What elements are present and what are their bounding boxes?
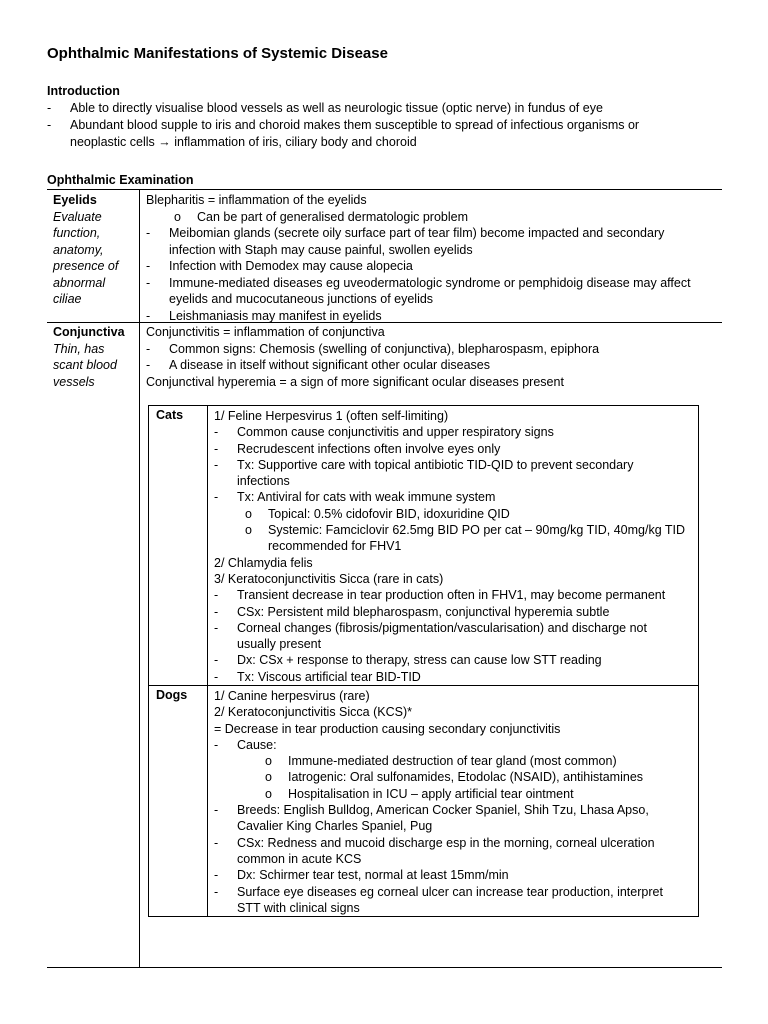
text-line: Systemic: Famciclovir 62.5mg BID PO per cat – 90mg/kg TID, 40mg/kg TID	[268, 523, 686, 538]
conjunctiva-label: Conjunctiva	[53, 325, 125, 339]
exam-table	[47, 189, 722, 968]
list-item	[214, 769, 694, 785]
dash-marker: -	[214, 604, 219, 619]
intro-text: Abundant blood supple to iris and choroid makes them susceptible to spread of infectious organisms or	[70, 118, 640, 132]
text-line: CSx: Redness and mucoid discharge esp in the morning, corneal ulceration	[237, 835, 655, 850]
list-item	[47, 117, 727, 134]
list-item	[146, 258, 716, 275]
text-line: Conjunctivitis = inflammation of conjunctiva	[146, 325, 385, 339]
eyelids-desc: presence of	[53, 259, 119, 273]
list-item	[214, 441, 694, 457]
dash-marker: -	[214, 669, 219, 684]
introduction-heading: Introduction	[47, 84, 120, 98]
dash-marker: -	[214, 835, 219, 850]
list-item	[214, 457, 694, 473]
list-item	[214, 867, 694, 883]
text-line: Immune-mediated destruction of tear gland (most common)	[288, 754, 617, 769]
dash-marker: -	[214, 620, 219, 635]
text-line: 2/ Chlamydia felis	[214, 555, 313, 570]
text-line: infection with Staph may cause painful, swollen eyelids	[169, 242, 473, 257]
cats-content	[214, 408, 694, 685]
text-line: Dx: Schirmer tear test, normal at least 15mm/min	[237, 868, 509, 883]
text-line: recommended for FHV1	[268, 539, 402, 554]
eyelids-desc: ciliae	[53, 292, 82, 306]
list-item	[214, 786, 694, 802]
dash-marker: -	[214, 441, 219, 456]
dash-marker: -	[214, 457, 219, 472]
exam-heading: Ophthalmic Examination	[47, 173, 194, 187]
text-line: Common cause conjunctivitis and upper respiratory signs	[237, 425, 554, 440]
conjunctiva-label-cell	[53, 324, 139, 390]
list-item	[214, 802, 694, 818]
text-line: Common signs: Chemosis (swelling of conjunctiva), blepharospasm, epiphora	[169, 341, 600, 356]
text-line: Meibomian glands (secrete oily surface part of tear film) become impacted and secondary	[169, 226, 665, 240]
column-divider	[207, 406, 208, 916]
list-item	[146, 341, 716, 358]
text-line: Immune-mediated diseases eg uveodermatologic syndrome or pemphidoig disease may affect	[169, 275, 691, 290]
bullet-marker: o	[265, 770, 272, 785]
text-line: Iatrogenic: Oral sulfonamides, Etodolac (NSAID), antihistamines	[288, 770, 644, 785]
list-item-continuation	[146, 242, 716, 259]
list-item	[146, 357, 716, 374]
list-item-continuation	[214, 636, 694, 652]
eyelids-desc: abnormal	[53, 275, 106, 290]
list-item	[214, 669, 694, 685]
intro-text: neoplastic cells → inflammation of iris, ciliary body and choroid	[70, 135, 417, 149]
bullet-marker: o	[265, 754, 272, 769]
dash-marker: -	[214, 803, 219, 818]
column-divider	[139, 190, 140, 967]
cats-label: Cats	[156, 408, 184, 422]
list-item-continuation	[214, 818, 694, 834]
dash-marker: -	[146, 358, 151, 372]
list-item	[214, 489, 694, 505]
list-item	[214, 652, 694, 668]
text-line: infections	[237, 474, 290, 489]
list-item	[214, 424, 694, 440]
list-item	[214, 587, 694, 603]
dash-marker: -	[146, 308, 151, 323]
conjunctiva-desc: scant blood	[53, 358, 117, 372]
list-item-continuation	[214, 900, 694, 916]
text-line: 1/ Feline Herpesvirus 1 (often self-limiting)	[214, 409, 449, 423]
text-line: Conjunctival hyperemia = a sign of more significant ocular diseases present	[146, 374, 564, 389]
text-line: CSx: Persistent mild blepharospasm, conjunctival hyperemia subtle	[237, 604, 610, 619]
list-item	[214, 835, 694, 851]
eyelids-content	[146, 192, 716, 324]
conjunctiva-desc: Thin, has	[53, 341, 105, 356]
dash-marker: -	[214, 737, 219, 752]
dash-marker: -	[214, 588, 219, 603]
intro-text: Able to directly visualise blood vessels as well as neurologic tissue (optic nerve) in fundus of eye	[70, 101, 603, 115]
text-line: common in acute KCS	[237, 851, 362, 866]
list-item	[146, 225, 716, 242]
dash-marker: -	[146, 259, 151, 273]
text-line: Tx: Viscous artificial tear BID-TID	[237, 669, 421, 684]
conjunctiva-desc: vessels	[53, 374, 95, 389]
list-item	[214, 884, 694, 900]
text-line: 1/ Canine herpesvirus (rare)	[214, 689, 370, 703]
text-line: Can be part of generalised dermatologic problem	[197, 209, 468, 224]
text-line: Infection with Demodex may cause alopecia	[169, 259, 413, 273]
dash-marker: -	[214, 425, 219, 440]
dash-marker: -	[214, 884, 219, 899]
text-line: STT with clinical signs	[237, 900, 360, 915]
text-line: 3/ Keratoconjunctivitis Sicca (rare in cats)	[214, 571, 444, 586]
text-line: usually present	[237, 637, 322, 652]
eyelids-label: Eyelids	[53, 193, 97, 207]
text-line: Cavalier King Charles Spaniel, Pug	[237, 819, 433, 834]
bullet-marker: o	[245, 523, 252, 538]
text-line: Corneal changes (fibrosis/pigmentation/vascularisation) and discharge not	[237, 620, 647, 635]
text-line: = Decrease in tear production causing secondary conjunctivitis	[214, 721, 561, 736]
text-line: eyelids and mucocutaneous junctions of eyelids	[169, 292, 434, 306]
text-line: 2/ Keratoconjunctivitis Sicca (KCS)*	[214, 705, 412, 720]
bullet-marker: o	[245, 506, 252, 521]
eyelids-desc: Evaluate	[53, 209, 102, 224]
list-item-continuation	[146, 291, 716, 308]
list-item	[214, 620, 694, 636]
dash-marker: -	[214, 653, 219, 668]
text-line: Cause:	[237, 737, 277, 752]
list-item-continuation	[47, 134, 727, 151]
list-item	[146, 209, 716, 226]
text-line: Transient decrease in tear production often in FHV1, may become permanent	[237, 588, 666, 603]
text-line: Dx: CSx + response to therapy, stress can cause low STT reading	[237, 653, 602, 668]
dash-marker: -	[47, 101, 52, 115]
list-item	[214, 737, 694, 753]
text-line: Topical: 0.5% cidofovir BID, idoxuridine QID	[268, 506, 510, 521]
introduction-list	[47, 100, 727, 151]
bullet-marker: o	[265, 786, 272, 801]
text-line: Recrudescent infections often involve eyes only	[237, 441, 501, 456]
eyelids-desc: function,	[53, 226, 101, 240]
list-item-continuation	[214, 538, 694, 554]
eyelids-label-cell	[53, 192, 139, 308]
list-item	[146, 275, 716, 292]
list-item-continuation	[214, 851, 694, 867]
dash-marker: -	[47, 118, 52, 132]
text-line: Leishmaniasis may manifest in eyelids	[169, 308, 382, 323]
text-line: Surface eye diseases eg corneal ulcer can increase tear production, interpret	[237, 884, 663, 899]
text-line: Tx: Supportive care with topical antibiotic TID-QID to prevent secondary	[237, 457, 634, 472]
list-item	[146, 308, 716, 325]
list-item	[47, 100, 727, 117]
list-item	[214, 753, 694, 769]
text-line: Tx: Antiviral for cats with weak immune system	[237, 490, 496, 505]
list-item	[214, 604, 694, 620]
dash-marker: -	[146, 226, 151, 240]
species-table	[148, 405, 699, 917]
conjunctiva-content	[146, 324, 716, 390]
dash-marker: -	[214, 490, 219, 505]
dash-marker: -	[146, 341, 151, 356]
page-title: Ophthalmic Manifestations of Systemic Disease	[47, 45, 388, 62]
text-line: A disease in itself without significant other ocular diseases	[169, 358, 491, 372]
dogs-content	[214, 688, 694, 916]
eyelids-desc: anatomy,	[53, 242, 104, 257]
text-line: Breeds: English Bulldog, American Cocker Spaniel, Shih Tzu, Lhasa Apso,	[237, 803, 649, 818]
list-item-continuation	[214, 473, 694, 489]
bullet-marker: o	[174, 209, 181, 224]
dogs-label: Dogs	[156, 688, 188, 702]
list-item	[214, 522, 694, 538]
text-line: Blepharitis = inflammation of the eyelids	[146, 193, 367, 207]
dash-marker: -	[146, 275, 151, 290]
row-divider	[149, 685, 698, 686]
dash-marker: -	[214, 868, 219, 883]
text-line: Hospitalisation in ICU – apply artificial tear ointment	[288, 786, 574, 801]
list-item	[214, 506, 694, 522]
